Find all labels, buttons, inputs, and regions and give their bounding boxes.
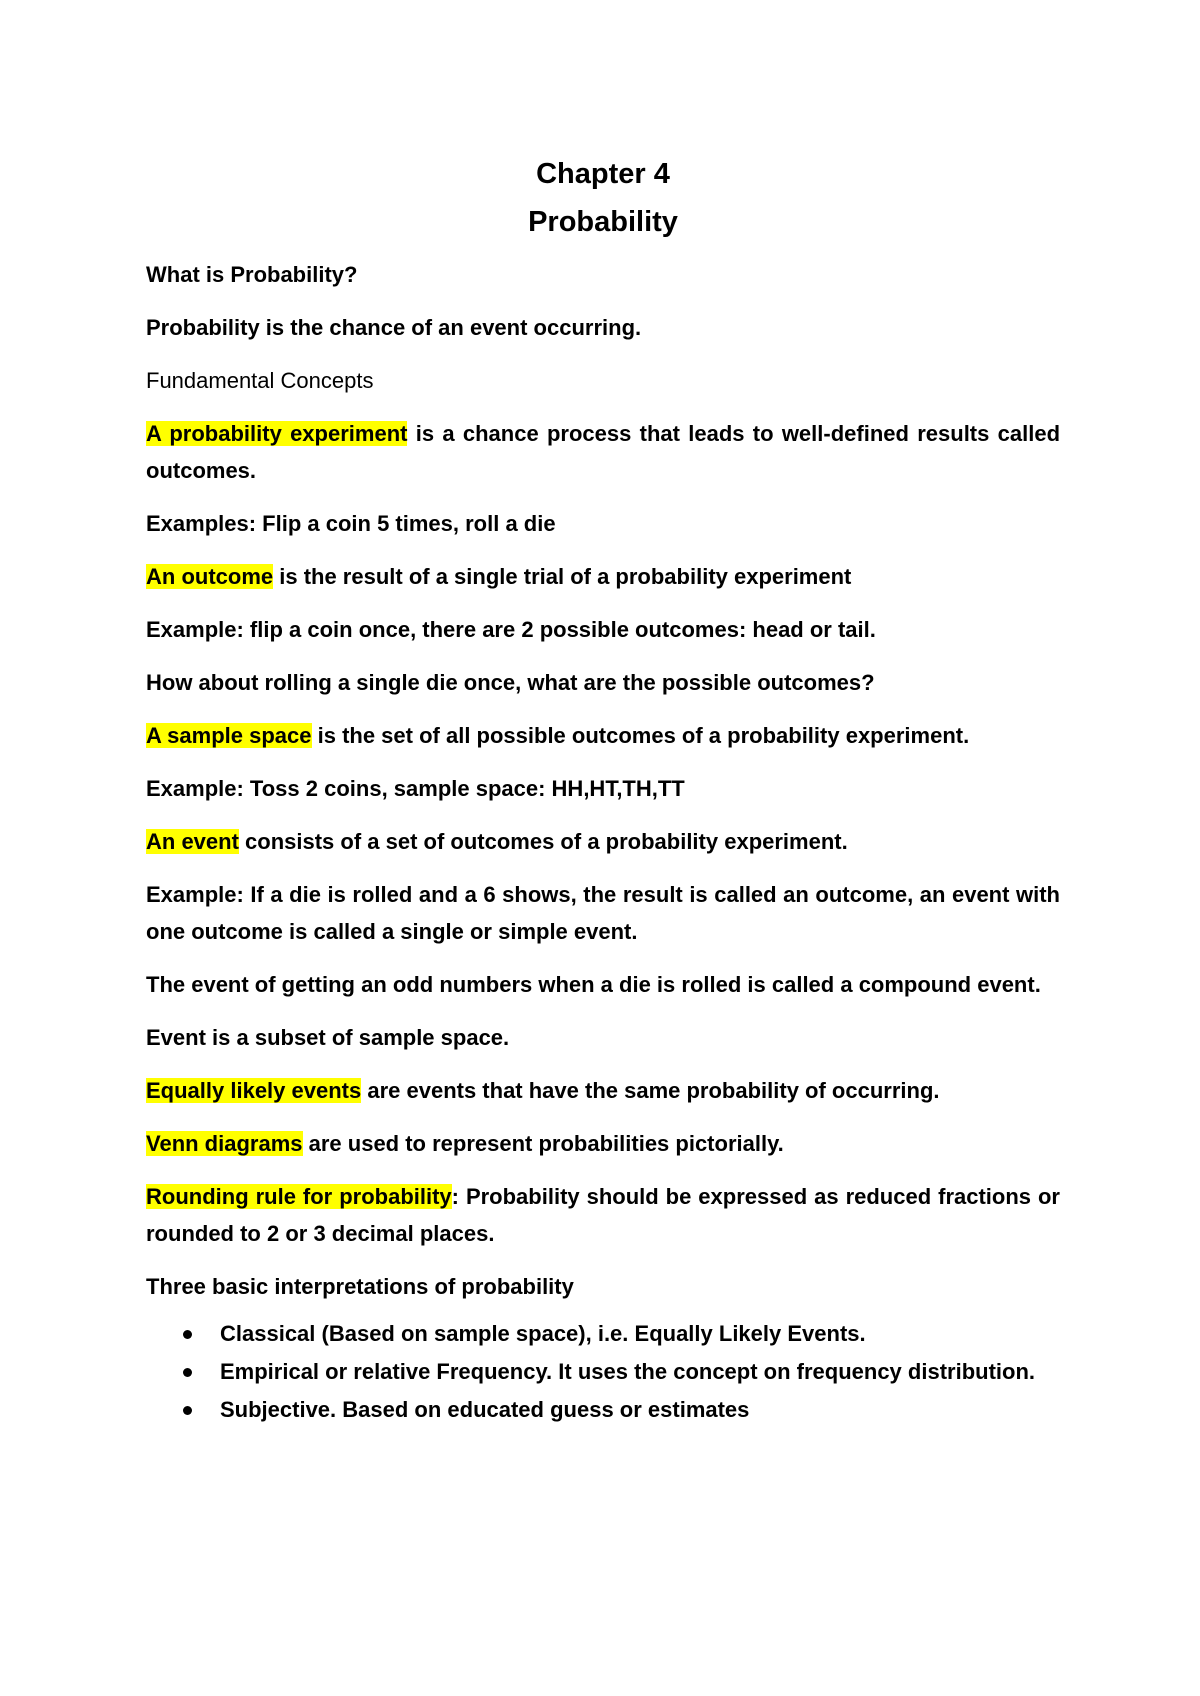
definition-equally-likely-events [146, 1072, 1060, 1109]
example-simple-event: Example: If a die is rolled and a 6 shows, the result is called an outcome, an event with one outcome is called a single or simple event. [146, 882, 1060, 944]
definition-probability-experiment [146, 415, 1060, 489]
compound-event-text: The event of getting an odd numbers when a die is rolled is called a compound event. [146, 972, 1041, 997]
definition-sample-space [146, 717, 1060, 754]
definition-text: are used to represent probabilities pictorially. [302, 1131, 784, 1156]
list-item [220, 1353, 1060, 1390]
question-die-outcomes: How about rolling a single die once, what are the possible outcomes? [146, 670, 875, 695]
definition-text: are events that have the same probability of occurring. [361, 1078, 940, 1103]
example-outcome: Example: flip a coin once, there are 2 possible outcomes: head or tail. [146, 617, 876, 642]
definition-text: is the set of all possible outcomes of a probability experiment. [311, 723, 970, 748]
section-fundamental-concepts: Fundamental Concepts [146, 368, 374, 393]
term-rounding-rule: Rounding rule for probability [146, 1184, 452, 1209]
list-item [220, 1391, 1060, 1428]
term-outcome: An outcome [146, 564, 274, 589]
bullet-icon [183, 1368, 192, 1377]
term-equally-likely-events: Equally likely events [146, 1078, 362, 1103]
list-item [220, 1315, 1060, 1352]
term-sample-space: A sample space [146, 723, 312, 748]
term-event: An event [146, 829, 239, 854]
definition-text: is a chance process that leads to well-defined results called outcomes. [146, 421, 1061, 483]
term-venn-diagrams: Venn diagrams [146, 1131, 303, 1156]
bullet-icon [183, 1330, 192, 1339]
definition-text: is the result of a single trial of a probability experiment [273, 564, 852, 589]
probability-definition: Probability is the chance of an event occurring. [146, 315, 642, 340]
definition-event [146, 823, 1060, 860]
examples-experiment: Examples: Flip a coin 5 times, roll a die [146, 511, 556, 536]
chapter-heading: Chapter 4 [536, 158, 670, 190]
list-item-text: Subjective. Based on educated guess or estimates [220, 1397, 750, 1422]
list-item-text: Classical (Based on sample space), i.e. Equally Likely Events. [220, 1321, 866, 1346]
definition-text: : Probability should be expressed as reduced fractions or rounded to 2 or 3 decimal places. [146, 1184, 1060, 1246]
list-item-text: Empirical or relative Frequency. It uses the concept on frequency distribution. [220, 1359, 1035, 1384]
question-what-is-probability: What is Probability? [146, 262, 358, 287]
definition-outcome [146, 558, 1060, 595]
interpretations-list [146, 1315, 1060, 1428]
definition-text: consists of a set of outcomes of a probability experiment. [238, 829, 848, 854]
example-sample-space: Example: Toss 2 coins, sample space: HH,HT,TH,TT [146, 776, 685, 801]
definition-rounding-rule [146, 1178, 1060, 1252]
event-subset-text: Event is a subset of sample space. [146, 1025, 510, 1050]
chapter-title: Probability [528, 206, 678, 238]
bullet-icon [183, 1406, 192, 1415]
definition-venn-diagrams [146, 1125, 1060, 1162]
term-probability-experiment: A probability experiment [146, 421, 408, 446]
interpretations-heading: Three basic interpretations of probability [146, 1274, 574, 1299]
